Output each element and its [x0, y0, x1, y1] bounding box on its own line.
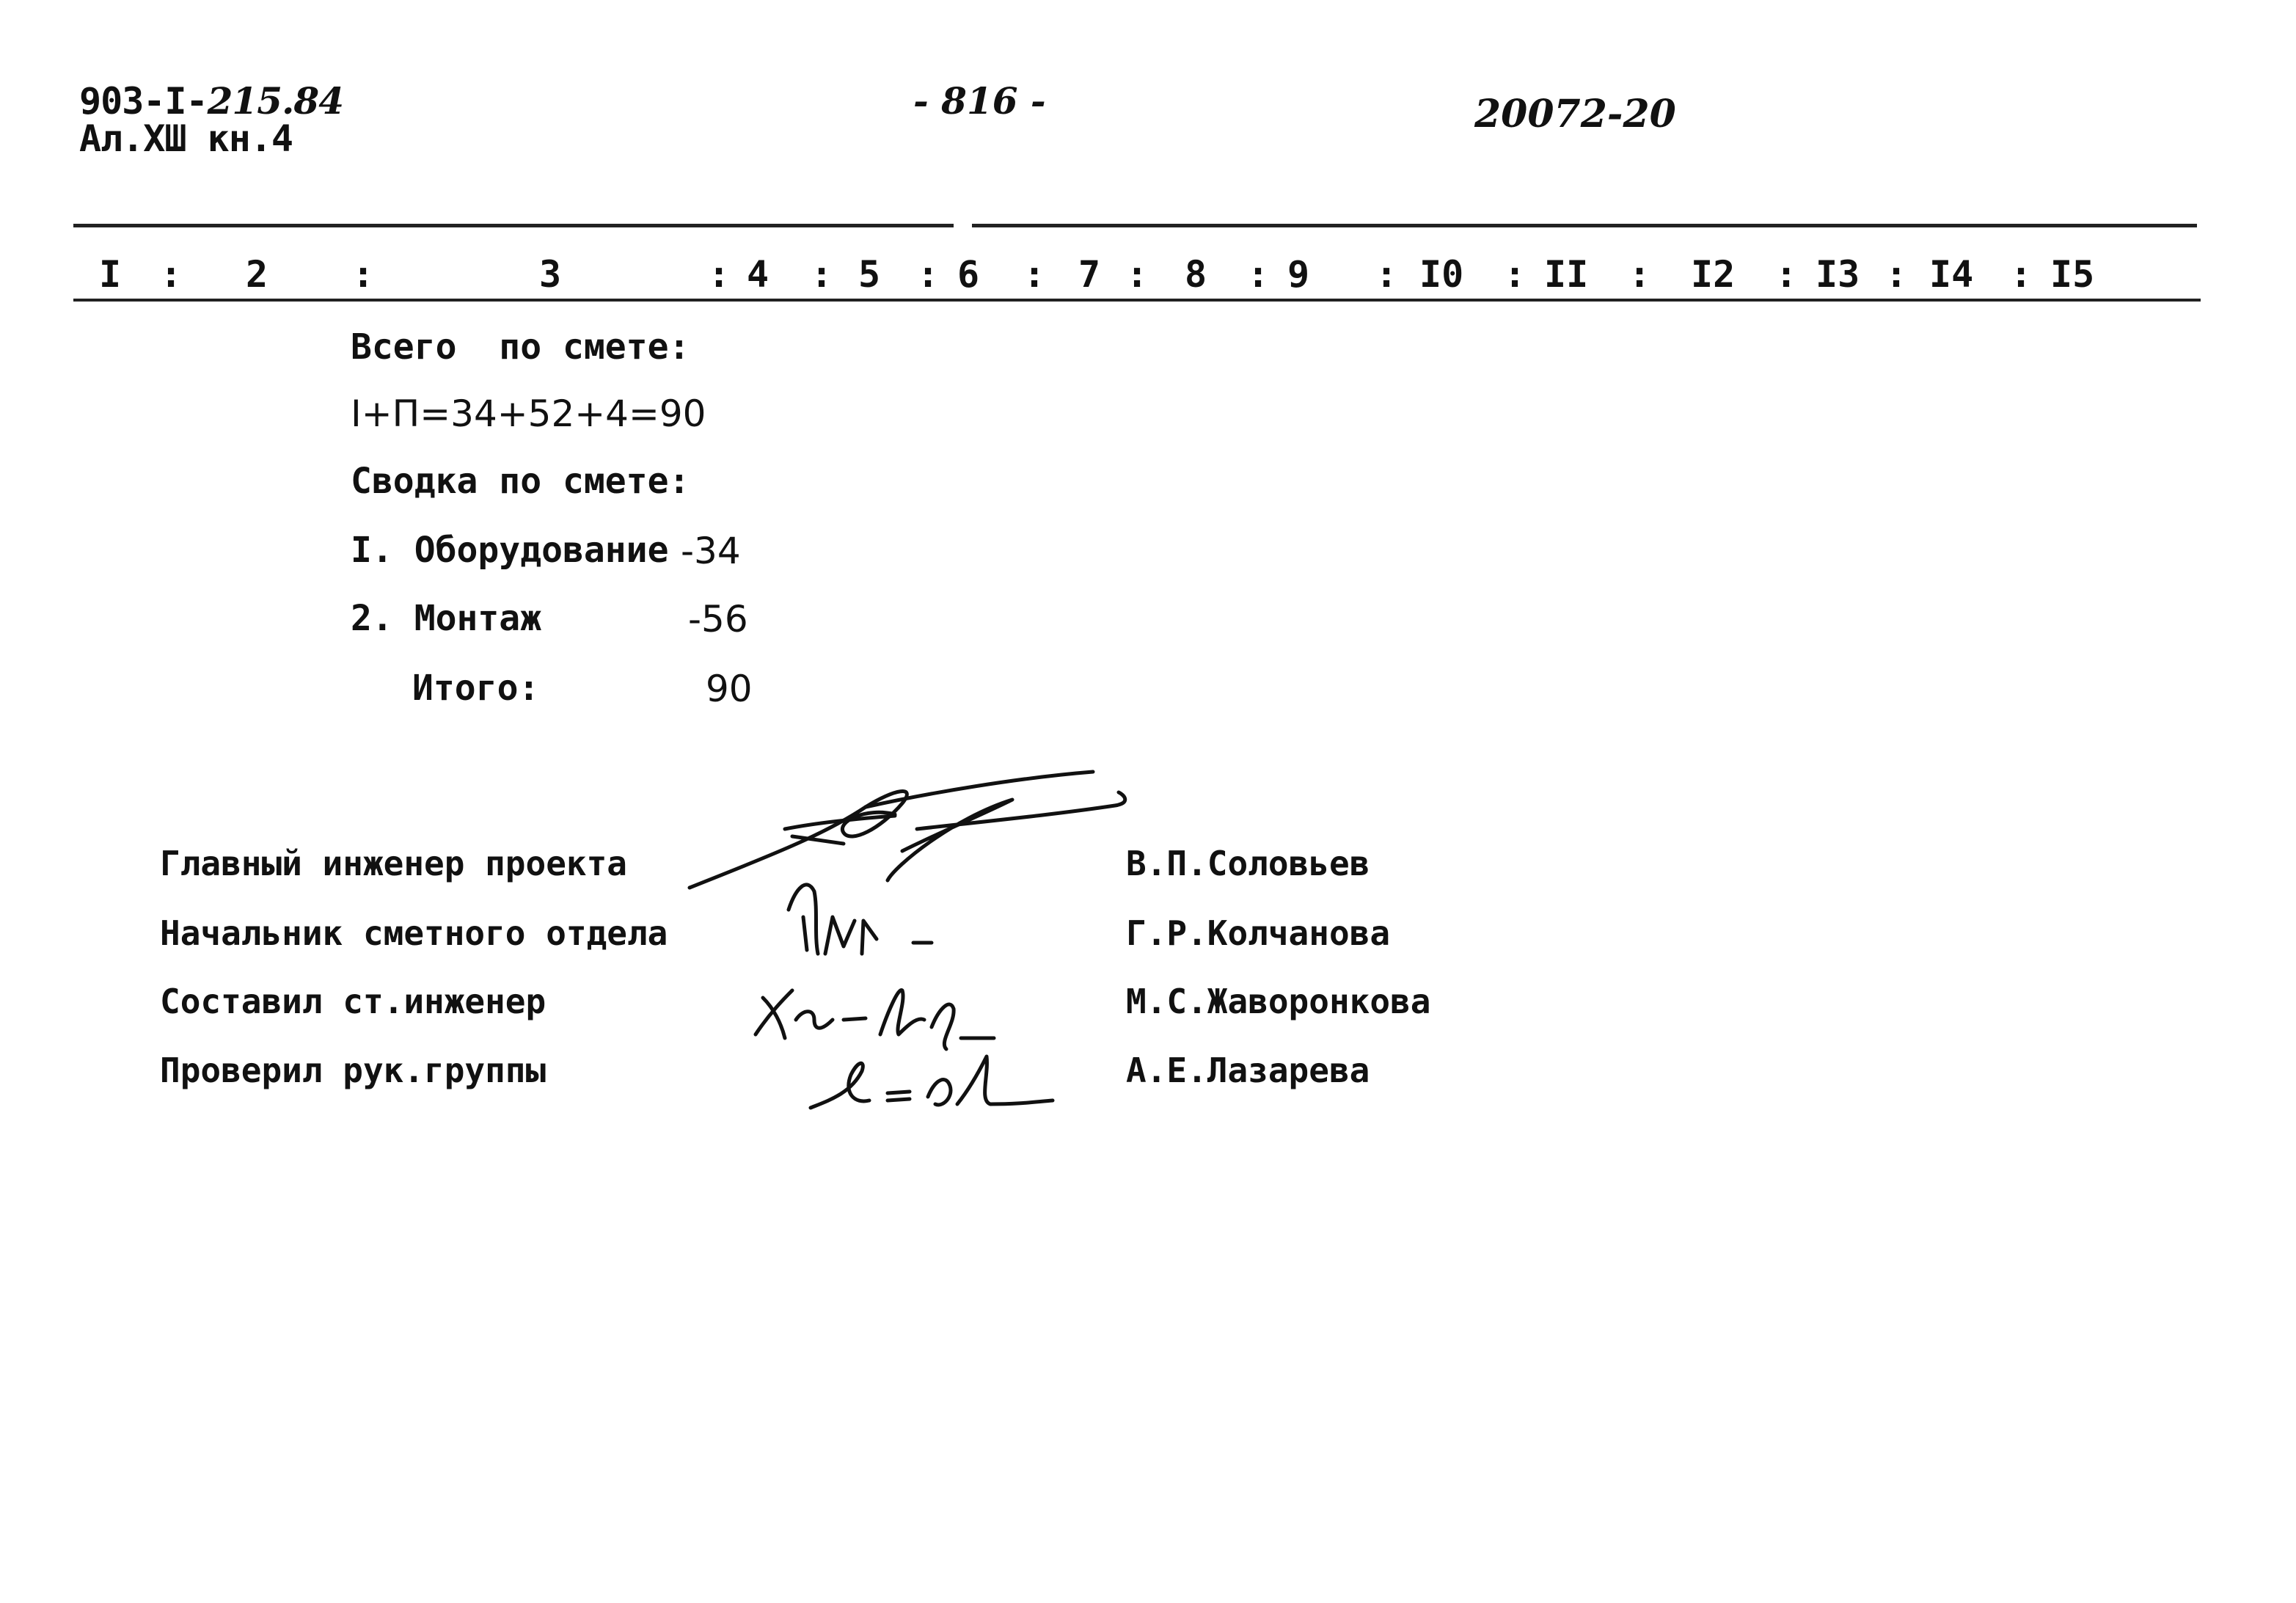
album-book-label: Ал.XШ кн.4: [79, 117, 293, 160]
result-value: 90: [706, 668, 753, 710]
column-separator: :: [1126, 253, 1149, 296]
signature-name-estimate-head: Г.Р.Колчанова: [1126, 913, 1391, 953]
equipment-label: I. Оборудование: [351, 530, 669, 571]
column-separator: :: [1775, 253, 1798, 296]
column-number: I2: [1691, 253, 1736, 296]
column-separator: :: [1885, 253, 1908, 296]
column-separator: :: [1247, 253, 1270, 296]
column-separator: :: [708, 253, 731, 296]
signature-scribble-estimate-head: [774, 866, 943, 961]
signature-role-estimate-head: Начальник сметного отдела: [160, 913, 668, 953]
top-rule-right: [972, 224, 2197, 227]
equipment-value: -34: [681, 530, 741, 572]
column-number: 9: [1287, 253, 1310, 296]
signature-name-compiler: М.С.Жаворонкова: [1126, 982, 1431, 1021]
total-label: Всего по смете:: [351, 326, 690, 368]
document-code: [79, 79, 343, 123]
document-code-handwritten: 215.84: [207, 79, 343, 123]
signature-role-compiler: Составил ст.инженер: [160, 982, 546, 1021]
column-number: 6: [957, 253, 980, 296]
column-separator: :: [917, 253, 940, 296]
signature-role-checker: Проверил рук.группы: [160, 1051, 546, 1090]
column-number: I: [99, 253, 122, 296]
column-number: II: [1544, 253, 1589, 296]
column-number: I5: [2050, 253, 2095, 296]
document-code-prefix: 903-I-: [79, 80, 208, 123]
header-bottom-rule: [73, 299, 2201, 302]
column-number: 4: [747, 253, 769, 296]
column-separator: :: [1375, 253, 1398, 296]
column-separator: :: [1628, 253, 1651, 296]
column-number: 3: [539, 253, 562, 296]
column-number: 5: [858, 253, 881, 296]
column-separator: :: [2010, 253, 2033, 296]
page-number: - 816 -: [913, 79, 1046, 123]
column-number: 2: [246, 253, 268, 296]
signature-name-chief-engineer: В.П.Соловьев: [1126, 844, 1370, 883]
signature-role-chief-engineer: Главный инженер проекта: [160, 844, 627, 883]
document-number: 20072-20: [1474, 92, 1676, 136]
column-number: 7: [1078, 253, 1101, 296]
column-number: I4: [1929, 253, 1974, 296]
installation-value: -56: [688, 598, 748, 640]
installation-label: 2. Монтаж: [351, 598, 542, 639]
total-formula: I+П=34+52+4=90: [351, 392, 706, 435]
signature-name-checker: А.Е.Лазарева: [1126, 1051, 1370, 1090]
column-separator: :: [1504, 253, 1527, 296]
signature-scribble-checker: [800, 1042, 1064, 1122]
column-number: 8: [1185, 253, 1207, 296]
top-rule-left: [73, 224, 954, 227]
column-separator: :: [352, 253, 375, 296]
digest-label: Сводка по смете:: [351, 461, 690, 502]
column-number: I3: [1816, 253, 1860, 296]
column-separator: :: [1023, 253, 1046, 296]
column-separator: :: [811, 253, 833, 296]
column-separator: :: [160, 253, 183, 296]
result-label: Итого:: [412, 668, 540, 709]
column-number: I0: [1419, 253, 1464, 296]
